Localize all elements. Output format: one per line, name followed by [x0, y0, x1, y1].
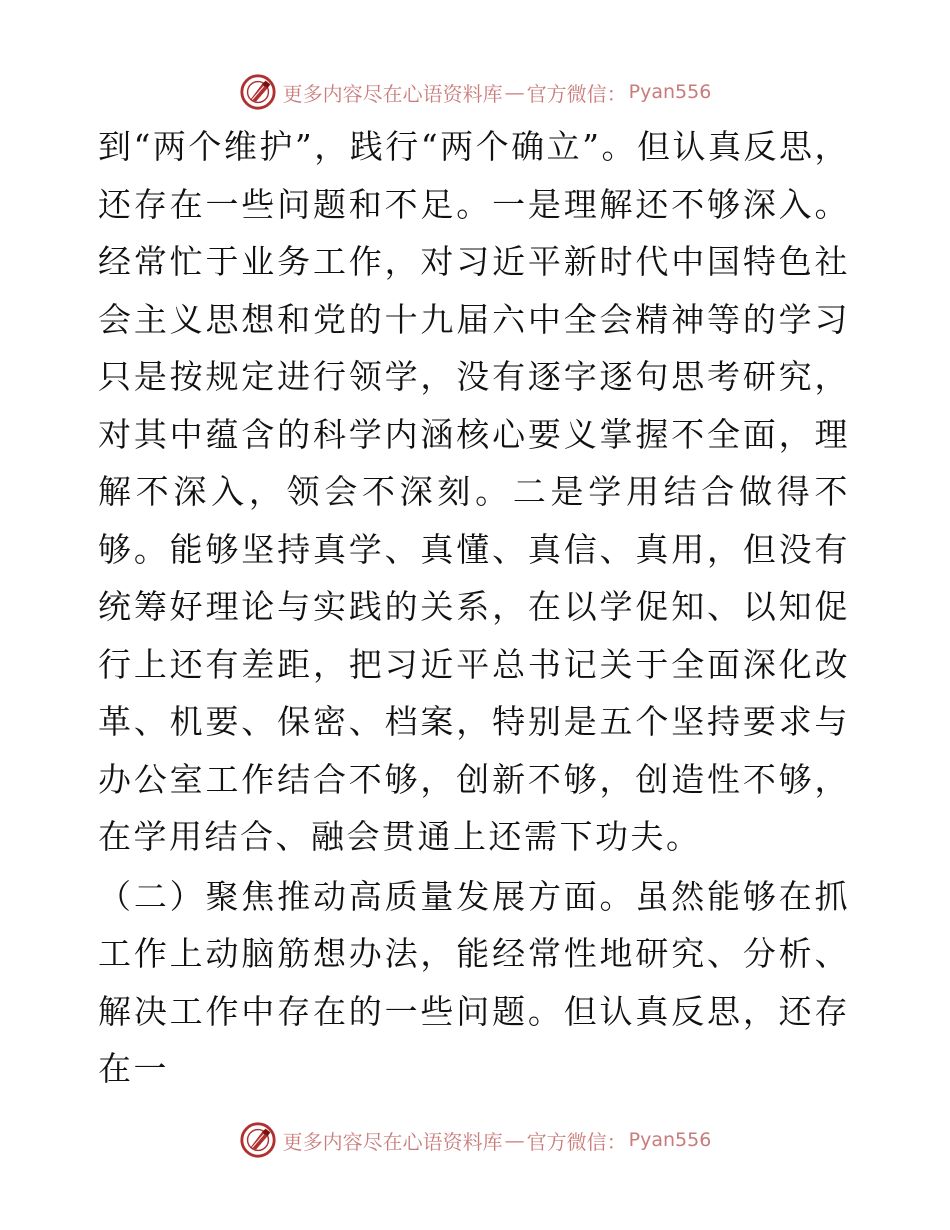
paragraph-2: （二）聚焦推动高质量发展方面。虽然能够在抓工作上动脑筋想办法，能经常性地研究、分析、解决工作中存在的一些问题。但认真反思，还存在一: [98, 876, 850, 1088]
footer-wechat-id: Pyan556: [628, 1129, 712, 1151]
pen-nib-logo-icon: [239, 73, 277, 111]
page-header-banner: [0, 72, 950, 112]
page-footer-banner: [0, 1120, 950, 1160]
pen-nib-logo-icon: [239, 1121, 277, 1159]
document-body: [98, 118, 850, 1098]
footer-wechat-label: 官方微信：: [526, 1129, 627, 1154]
paragraph-1: 到“两个维护”，践行“两个确立”。但认真反思，还存在一些问题和不足。一是理解还不够深入。经常忙于业务工作，对习近平新时代中国特色社会主义思想和党的十九届六中全会精神等的学习只是按规定进行领学，没有逐字逐句思考研究，对其中蕴含的科学内涵核心要义掌握不全面，理解不深入，领会不深刻。二是学用结合做得不够。能够坚持真学、真懂、真信、真用，但没有统筹好理论与实践的关系，在以学促知、以知促行上还有差距，把习近平总书记关于全面深化改革、机要、保密、档案，特别是五个坚持要求与办公室工作结合不够，创新不够，创造性不够，在学用结合、融会贯通上还需下功夫。: [98, 127, 850, 856]
header-wechat-label: 官方微信：: [526, 81, 627, 106]
header-separator: —: [504, 80, 525, 104]
header-site-text: 更多内容尽在心语资料库: [282, 81, 503, 106]
header-wechat-id: Pyan556: [628, 81, 712, 103]
footer-separator: —: [504, 1128, 525, 1152]
footer-site-text: 更多内容尽在心语资料库: [282, 1129, 503, 1154]
